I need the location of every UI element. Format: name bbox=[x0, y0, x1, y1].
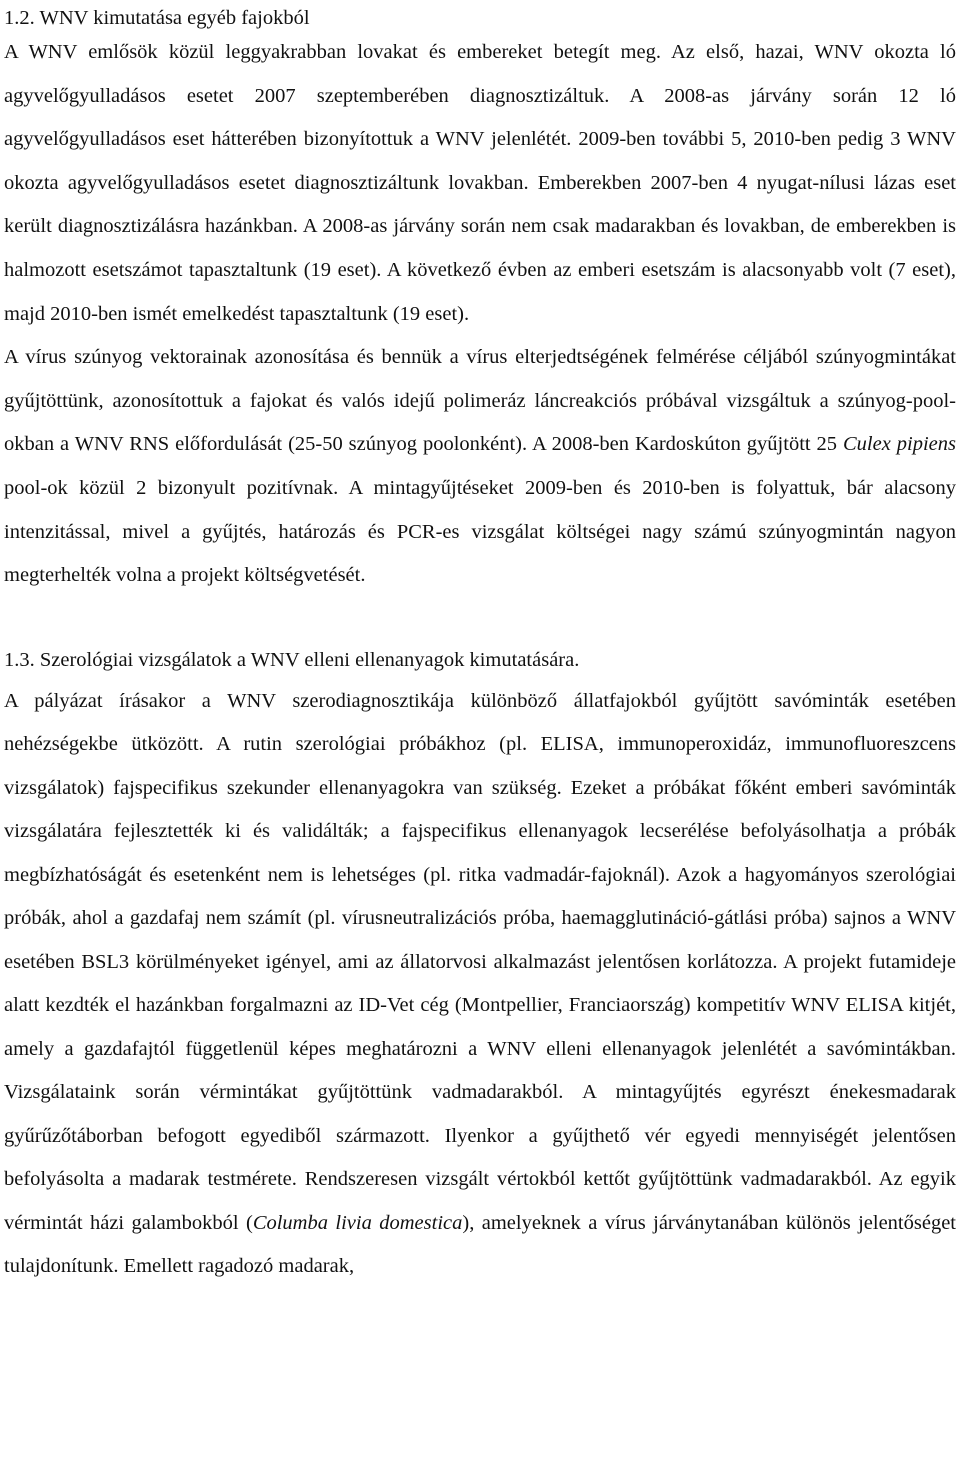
paragraph-serology bbox=[4, 680, 956, 1289]
section-heading-1-3: 1.3. Szerológiai vizsgálatok a WNV elleni ellenanyagok kimutatására. bbox=[4, 648, 580, 671]
paragraph-mosquito-vectors bbox=[4, 336, 956, 598]
paragraph-wnv-horses-humans: A WNV emlősök közül leggyakrabban lovakat és embereket betegít meg. Az első, hazai, WNV okozta ló agyvelőgyulladásos esetet 2007 szeptemberében diagnosztizáltuk. A 2008-as járvány során 12 ló agyvelőgyulladásos eset hátterében bizonyítottuk a WNV jelenlétét. 2009-ben további 5, 2010-ben pedig 3 WNV okozta agyvelőgyulladásos esetet diagnosztizáltunk lovakban. Emberekben 2007-ben 4 nyugat-nílusi lázas eset került diagnosztizálásra hazánkban. A 2008-as járvány során nem csak madarakban és lovakban, de emberekben is halmozott esetszámot tapasztaltunk (19 eset). A következő évben az emberi esetszám is alacsonyabb volt (7 eset), majd 2010-ben ismét emelkedést tapasztaltunk (19 eset). bbox=[4, 41, 956, 325]
paragraph-text-segment: A pályázat írásakor a WNV szerodiagnosztikája különböző állatfajokból gyűjtött savóminták esetében nehézségekbe ütközött. A rutin szerológiai próbákhoz (pl. ELISA, immunoperoxidáz, immunofluoreszcens vizsgálatok) fajspecifikus szekunder ellenanyagokra van szükség. Ezeket a próbákat főként emberi savóminták vizsgálatára fejlesztették ki és validálták; a fajspecifikus ellenanyagok lecserélése befolyásolhatja a próbák megbízhatóságát és esetenként nem is lehetséges (pl. ritka vadmadár-fajoknál). Azok a hagyományos szerológiai próbák, ahol a gazdafaj nem számít (pl. vírusneutralizációs próba, haemagglutináció-gátlási próba) sajnos a WNV esetében BSL3 körülményeket igényel, ami az állatorvosi alkalmazást jelentősen korlátozza. A projekt futamideje alatt kezdték el hazánkban forgalmazni az ID-Vet cég (Montpellier, Franciaország) kompetitív WNV ELISA kitjét, amely a gazdafajtól függetlenül képes meghatározni a WNV elleni ellenanyagok jelenlétét a savómintákban. Vizsgálataink során vérmintákat gyűjtöttünk vadmadarakból. A mintagyűjtés egyrészt énekesmadarak gyűrűzőtáborban befogott egyediből származott. Ilyenkor a gyűjthető vér egyedi mennyiségét jelentősen befolyásolta a madarak testmérete. Rendszeresen vizsgált vértokból kettőt gyűjtöttünk vadmadarakból. Az egyik vérmintát házi galambokból ( bbox=[4, 689, 956, 1234]
section-spacer bbox=[4, 598, 956, 640]
document-page bbox=[4, 0, 956, 1460]
section-heading-1-2: 1.2. WNV kimutatása egyéb fajokból bbox=[4, 7, 310, 29]
paragraph-text-segment: ), amelyeknek a vírus járványtanában különös jelentőséget tulajdonítunk. Emellett ragadozó madarak, bbox=[4, 1211, 956, 1278]
paragraph-text-segment: A vírus szúnyog vektorainak azonosítása és bennük a vírus elterjedtségének felmérése céljából szúnyogmintákat gyűjtöttünk, azonosítottuk a fajokat és valós idejű polimeráz láncreakciós próbával vizsgáltuk a szúnyog-pool-okban a WNV RNS előfordulását (25-50 szúnyog poolonként). A 2008-ben Kardoskúton gyűjtött 25 bbox=[4, 346, 956, 456]
species-name-columba-livia: Columba livia domestica bbox=[252, 1211, 463, 1234]
species-name-culex-pipiens: Culex pipiens bbox=[843, 433, 956, 456]
paragraph-text-segment: pool-ok közül 2 bizonyult pozitívnak. A mintagyűjtéseket 2009-ben és 2010-ben is folyattuk, bár alacsony intenzitással, mivel a gyűjtés, határozás és PCR-es vizsgálat költségei nagy számú szúnyogmintán nagyon megterhelték volna a projekt költségvetését. bbox=[4, 476, 956, 587]
